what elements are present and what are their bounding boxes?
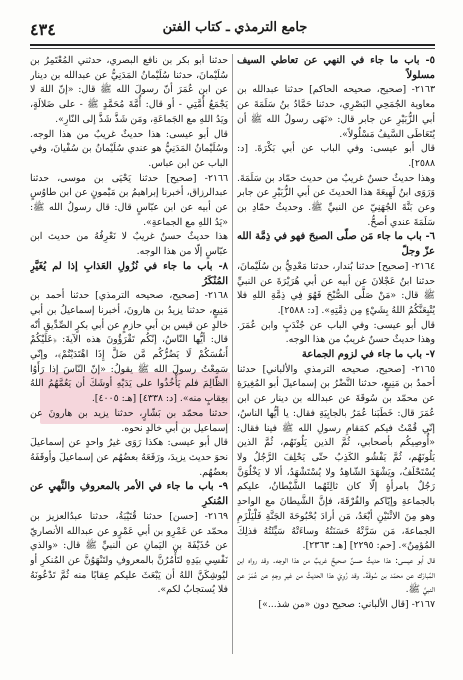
right-column xyxy=(237,54,435,666)
hadith-paragraph: ٢١٦٥- [صحيح، صحيحه الترمذي والألباني] حدثنا أحمدُ بن مَنِيعٍ، حدثنا النَّضْرُ بن إسماعيلَ أبو المُغِيرَةِ عن محمّد بن سُوقَةَ عن عبدالله بن دينار عن ابن عُمَرَ قال: خَطَبَنا عُمَرُ بالجابِيَةِ فقال: يا أيُّها الناسُ، إنّي قُمْتُ فيكم كمَقامِ رسولِ الله ﷺ فينا فقال: «أُوصِيكُم بأصحابي، ثُمَّ الذين يَلُونَهُم، ثُمَّ الذين يَلُونَهُم، ثُمَّ يَفْشُو الكَذِبُ حتّى يَحْلِفَ الرَّجُلُ ولا يُسْتَحْلَفُ، ويَشْهَدَ الشّاهِدُ ولا يُسْتَشْهَدُ، ألا لا يَخْلُوَنَّ رَجُلٌ بامرأةٍ إلّا كان ثالِثَهُما الشَّيْطانُ، عليكم بالجماعةِ وإيّاكم والفُرْقَةَ، فإنَّ الشَّيطانَ مع الواحدِ وهو مِنَ الاثْنَيْنِ أبْعَدُ، مَن أرادَ بُحْبُوحَةَ الجَنَّةِ فَلْيَلْزَمِ الجماعةَ، مَن سَرَّتْهُ حَسَنَتُهُ وساءَتْهُ سَيِّئَتُهُ فذلِكَ المُؤمِنُ». [حم: ٢٢٩٥] [هـ: ٢٣٦٣]. xyxy=(237,363,435,552)
commentary-paragraph: قال أبو عيسى: هكذا رَوَى غيرُ واحدٍ عن إسماعيلَ نحوَ حديث يزيدَ، ورَفَعَهُ بعضُهُم عن إسماعيلَ وأوقَفَهُ بعضُهُم. xyxy=(30,437,228,478)
hadith-paragraph: حدثنا أبو بكر بن نافع البصري، حدثني المُعْتَمِرُ بن سُلَيْمانَ، حدثنا سُلَيْمانُ المَدَنِيُّ عن عبدالله بن دينار عن ابن عُمَرَ أنّ رسولَ الله ﷺ قال: «إنّ اللهَ لا يَجْمَعُ أُمَّتِي - أو قال: أُمَّةَ مُحَمَّدٍ ﷺ - على ضَلالَةٍ، ويَدُ اللهِ مع الجَماعَةِ، ومَن شَذَّ شَذَّ إلى النّارِ». xyxy=(30,55,228,125)
chapter-heading: ٦- باب ما جاء مَن صلّى الصبحَ فهو في ذِمَّة الله عزّ وجلّ xyxy=(237,231,435,258)
commentary-paragraph: قال أبو عيسى: هذا حديثٌ غريبٌ من هذا الوجه. وسُلَيْمانُ المَدَنِيُّ هو عندي سُلَيْمانُ بن سُفْيانَ، وفي الباب عن ابن عباس. xyxy=(30,128,228,169)
header-rule-thin xyxy=(30,48,435,49)
hadith-paragraph: ٢١٦٩- [حسن] حدثنا قُتَيْبَةُ، حدثنا عبدُالعزيز بن محمّد عن عَمْرِو بن أبي عَمْرٍو عن عبدالله الأنصاريّ عن حُذَيْفَةَ بن اليَمانِ عن النبيِّ ﷺ قال: «والذي نَفْسِي بيَدِهِ لتَأْمُرُنَّ بالمعروفِ ولتَنْهَوُنَّ عن المُنكرِ أو ليُوشِكَنَّ اللهُ أن يَبْعَثَ عليكم عِقابًا منه ثُمَّ تَدْعُونَهُ فلا يُستجابُ لكم». xyxy=(30,510,228,596)
commentary-paragraph: هذا حديثٌ حسنٌ غريبٌ لا نَعْرِفُهُ من حديث ابن عبّاسٍ إلّا من هذا الوجه. xyxy=(30,231,228,258)
hadith-paragraph: حدثنا محمّد بن بَشّارٍ، حدثنا يزيد بن هارونَ عن إسماعيل بن أبي خالدٍ نحوه. xyxy=(30,407,228,434)
left-column xyxy=(30,54,228,666)
running-title: جامع الترمذي ـ كتاب الفتن xyxy=(162,20,308,35)
commentary-paragraph: وهذا حديثٌ حسنٌ غريبٌ من حديث حمّاد بن سَلَمَةَ. وَرَوَى ابنُ لَهِيعَةَ هذا الحديثَ عن أبي الزُّبَيْرِ عن جابر وعن بَنَّةَ الجُهَنِيّ عن النبيِّ ﷺ. وحديثُ حمّادِ بن سَلَمَةَ عندي أصحُّ. xyxy=(237,172,435,228)
column-divider xyxy=(232,54,233,654)
chapter-heading: ٨- باب ما جاء في نُزُولِ العَذابِ إذا لم يُغَيَّرِ المُنْكَرُ xyxy=(30,260,228,287)
chapter-heading: ٩- باب ما جاء في الأمر بالمعروفِ والنَّهيِ عن المُنكرِ xyxy=(30,481,228,508)
hadith-paragraph: ٢١٦٧- [قال الألباني: صحيح دون «من شذ...»] xyxy=(258,599,435,611)
commentary-paragraph: قال أبو عيسى: وفي الباب عن جُنْدَبٍ وابن عُمَرَ. وهذا حديثٌ حسنٌ غريبٌ من هذا الوجه. xyxy=(237,319,435,346)
page-number: ٤٣٤ xyxy=(30,20,56,39)
header-rule xyxy=(30,44,435,46)
hadith-paragraph: ٢١٦٣- [صحيح، صحيحه الحاكم] حدثنا عبدالله بن معاوية الجُمَحِي البَصْرِي، حدثنا حَمَّادُ بنُ سَلَمَةَ عن أبي الزُّبَيْرِ عن جابر قال: «نَهَى رسولُ الله ﷺ أن يُتَعَاطَى السَّيفُ مَسْلُولاً». xyxy=(237,84,435,140)
hadith-paragraph: ٢١٦٨- [صحيح، صحيحه الترمذي] حدثنا أحمد بن مَنِيعٍ، حدثنا يزيدُ بن هارونَ، أخبرنا إسماعيلُ بن أبي خالدٍ عن قيس بن أبي حازمٍ عن أبي بكرٍ الصِّدِّيقِ أنّه قال: أيُّها النّاسُ، إنّكُم تَقْرَؤُونَ هذه الآيةَ: ﴿عَلَيْكُمْ أَنفُسَكُمْ لَا يَضُرُّكُم مَّن ضَلَّ إِذَا اهْتَدَيْتُمْ﴾، وإنّي سَمِعْتُ رسولَ الله ﷺ يقولُ: «إنّ النّاسَ إذا رَأَوُا الظّالِمَ فلم يَأْخُذُوا على يَدَيْهِ أوشَكَ أن يَعُمَّهُمُ اللهُ بعِقابٍ منه». [د: ٤٣٣٨] [هـ: ٤٠٠٥]. xyxy=(30,290,228,405)
hadith-paragraph: ٢١٦٦- [صحيح] حدثنا يَحْيَى بن موسى، حدثنا عبدالرزاق، أخبرنا إبراهيمُ بن مَيْمونٍ عن ابن طاوُسٍ عن أبيه عن ابن عبّاسٍ قال: قال رسولُ الله ﷺ: «يَدُ اللهِ مع الجماعةِ». xyxy=(30,172,228,228)
commentary-paragraph: قال أبو عيسى: هذا حديثٌ حسنٌ صحيحٌ غريبٌ من هذا الوجه. وقد رواه ابن المُبارَك عن محمّد بن سُوقَةَ. وقد رُوِيَ هذا الحديثُ من غيرِ وجهٍ عن عُمَرَ عن النبيِّ ﷺ. xyxy=(237,554,435,596)
chapter-heading: ٧- باب ما جاء في لزوم الجماعة xyxy=(301,349,435,361)
commentary-paragraph: قال أبو عيسى: وفي الباب عن أبي بَكْرَةَ. [د: ٢٥٨٨]. xyxy=(237,143,435,169)
page-header xyxy=(30,18,435,42)
hadith-paragraph: ٢١٦٤- [صحيح] حدثنا بُندار، حدثنا مَعْدِيُّ بن سُلَيْمانَ، حدثنا ابنُ عَجْلانَ عن أبيه عن أبي هُرَيْرَةَ عن النبيِّ ﷺ قال: «مَنْ صَلَّى الصُّبْحَ فَهُوَ فِي ذِمَّةِ اللهِ فلا يُتْبِعَنَّكُمُ اللهُ بِشَيْءٍ مِن ذِمَّتِهِ». [د: ٢٥٨٨]. xyxy=(237,260,435,316)
chapter-heading: ٥- باب ما جاء في النهي عن تعاطي السيف مسلولاً xyxy=(237,55,435,81)
